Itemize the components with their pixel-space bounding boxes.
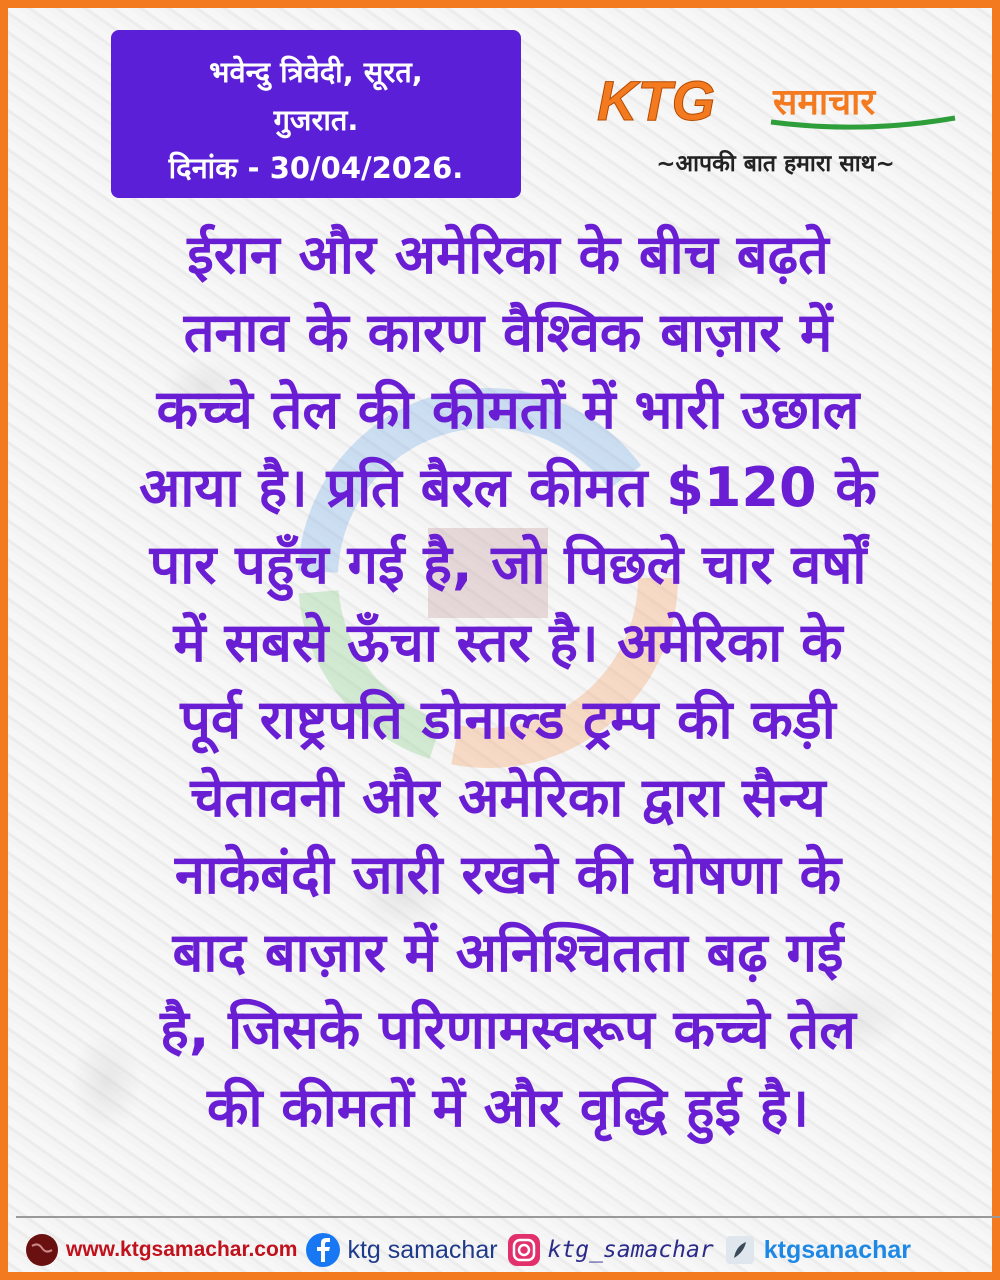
facebook-handle: ktg samachar <box>347 1235 498 1264</box>
koo-link[interactable] <box>722 1232 911 1268</box>
facebook-link[interactable] <box>305 1232 497 1268</box>
article-line: नाकेबंदी जारी रखने की घोषणा के <box>174 843 842 906</box>
facebook-icon <box>305 1232 341 1268</box>
article-line: पार पहुँच गई है, जो पिछले चार वर्षों <box>149 533 867 596</box>
instagram-link[interactable] <box>506 1232 714 1268</box>
logo-ktg: KTG <box>597 70 716 132</box>
article-line: बाद बाज़ार में अनिश्चितता बढ़ गई <box>172 920 844 984</box>
logo-samachar: समाचार <box>773 82 876 123</box>
ktg-samachar-logo <box>593 70 963 132</box>
koo-bird-icon <box>722 1232 758 1268</box>
article-line: है, जिसके परिणामस्वरूप कच्चे तेल <box>160 998 856 1061</box>
byline-state: गुजरात. <box>273 103 359 137</box>
article-line: तनाव के कारण वैश्विक बाज़ार में <box>183 300 833 364</box>
article-line: पूर्व राष्ट्रपति डोनाल्ड ट्रम्प की कड़ी <box>180 688 836 751</box>
website-url: www.ktgsamachar.com <box>66 1238 298 1261</box>
instagram-icon <box>506 1232 542 1268</box>
article-line: ईरान और अमेरिका के बीच बढ़ते <box>187 223 829 286</box>
article-line: चेतावनी और अमेरिका द्वारा सैन्य <box>190 765 826 829</box>
article-line: में सबसे ऊँचा स्तर है। अमेरिका के <box>173 610 843 674</box>
koo-handle: ktgsanachar <box>763 1235 912 1264</box>
tagline: ~आपकी बात हमारा साथ~ <box>656 151 895 177</box>
byline-author: भवेन्दु त्रिवेदी, सूरत, <box>209 55 423 89</box>
byline-date: दिनांक - 30/04/2026. <box>168 151 464 185</box>
byline-box <box>111 30 521 198</box>
social-footer <box>16 1220 1000 1280</box>
website-link[interactable] <box>24 1232 297 1268</box>
article-line: कच्चे तेल की कीमतों में भारी उछाल <box>156 378 860 441</box>
article-line: आया है। प्रति बैरल कीमत $120 के <box>139 455 877 519</box>
article-line: की कीमतों में और वृद्धि हुई है। <box>207 1075 809 1139</box>
footer-divider <box>16 1216 1000 1218</box>
news-article <box>38 216 978 1146</box>
globe-icon <box>24 1232 60 1268</box>
instagram-handle: ktg_samachar <box>547 1237 714 1263</box>
